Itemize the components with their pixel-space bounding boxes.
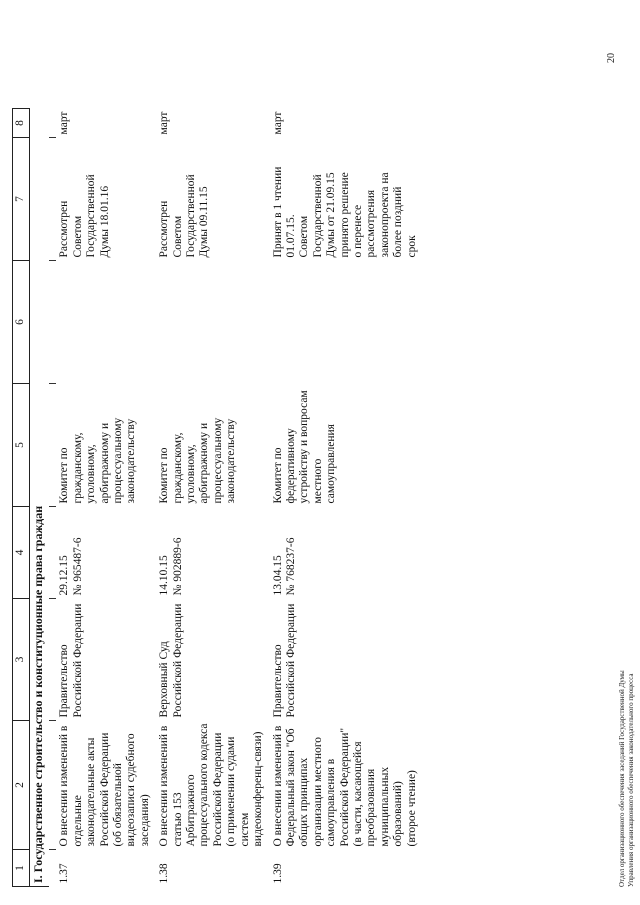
status-line: Рассмотрен	[58, 200, 71, 258]
column-6-cell	[156, 260, 269, 383]
column-number: 2	[13, 720, 30, 849]
footer-line: Управления организационного обеспечения законодательного процесса	[626, 673, 635, 887]
bill-title-line: Федеральный закон "Об	[284, 728, 297, 847]
responsible-committee-line: федеративному	[284, 428, 297, 504]
bill-title-line: Российской Федерации	[211, 732, 224, 847]
bill-title-line: (о применении судами	[225, 736, 238, 847]
status-line: Рассмотрен	[158, 200, 171, 258]
responsible-committee-line: Комитет по	[271, 447, 284, 504]
initiator-line: Правительство	[271, 644, 284, 718]
bill-title-line: О внесении изменений в	[271, 725, 284, 847]
responsible-committee-line: процессуальному	[112, 417, 125, 504]
responsible-committee-line: процессуальному	[211, 417, 224, 504]
status-line: законопроекта на	[378, 172, 391, 258]
submission-info	[156, 506, 269, 598]
column-6-cell	[56, 260, 156, 383]
planned-month: март	[58, 111, 71, 135]
column-number: 4	[13, 506, 30, 598]
submission-info	[56, 506, 156, 598]
tick	[49, 506, 56, 598]
plan-table	[12, 108, 423, 887]
status-line: Думы от 21.09.15	[325, 172, 338, 258]
item-number: 1.37	[58, 863, 71, 884]
section-header-row	[30, 109, 50, 887]
bill-title-line: образований)	[392, 781, 405, 847]
status-line: рассмотрения	[365, 189, 378, 258]
status-line: о перенесе	[351, 204, 364, 258]
initiator-line: Российской Федерации	[71, 603, 84, 718]
bill-title-line: видеозаписи судебного	[125, 733, 138, 847]
responsible-committee-line: гражданскому,	[171, 432, 184, 504]
planned-month: март	[271, 111, 284, 135]
status-line: Думы 18.01.16	[98, 185, 111, 258]
status-line: Советом	[298, 215, 311, 258]
column-number-row	[13, 109, 30, 887]
status-line: срок	[405, 235, 418, 258]
footer-line: Отдел организационного обеспечения заседаний Государственной Думы	[618, 670, 626, 887]
bill-title-line: видеоконференц-связи)	[252, 731, 265, 847]
bill-title-line: отдельные	[71, 795, 84, 847]
bill-title-line: общих принципах	[298, 757, 311, 847]
tick	[49, 109, 56, 138]
responsible-committee-line: самоуправления	[325, 424, 338, 504]
status-line: более поздний	[392, 186, 405, 258]
responsible-committee-line: устройству и вопросам	[298, 390, 311, 504]
status-line: Государственной	[185, 174, 198, 258]
bill-title-line: процессуального кодекса	[198, 723, 211, 847]
section-title: I. Государственное строительство и конституционные права граждан	[30, 109, 50, 887]
initiator	[56, 598, 156, 720]
column-number: 6	[13, 260, 30, 383]
bill-title	[156, 720, 269, 849]
status	[56, 137, 156, 260]
table-row	[270, 109, 423, 887]
responsible-committee-line: арбитражному и	[98, 422, 111, 504]
bill-title-line: преобразования	[365, 768, 378, 847]
responsible-committee-line: гражданскому,	[71, 432, 84, 504]
initiator-line: Правительство	[58, 644, 71, 718]
bill-title-line: О внесении изменений в	[158, 725, 171, 847]
responsible-committee-line: местного	[311, 458, 324, 504]
column-number: 8	[13, 109, 30, 138]
bill-title	[56, 720, 156, 849]
responsible-committee-line: арбитражному и	[198, 422, 211, 504]
bill-title-line: самоуправления в	[325, 758, 338, 847]
bill-number: № 768237-6	[284, 537, 297, 596]
bill-number: № 965487-6	[71, 537, 84, 596]
status-line: 01.07.15.	[284, 214, 297, 258]
initiator	[156, 598, 269, 720]
tick	[49, 720, 56, 849]
responsible-committee	[56, 383, 156, 506]
initiator	[270, 598, 423, 720]
planned-month: март	[158, 111, 171, 135]
page-number: 20	[606, 53, 617, 63]
initiator-line: Российской Федерации	[284, 603, 297, 718]
tick	[49, 383, 56, 506]
tick	[49, 850, 56, 887]
table-row	[56, 109, 156, 887]
status-line: Государственной	[85, 174, 98, 258]
tick	[49, 260, 56, 383]
bill-title-line: муниципальных	[378, 766, 391, 847]
submission-date: 14.10.15	[158, 555, 171, 596]
status-line: Советом	[171, 215, 184, 258]
responsible-committee-line: законодательству	[125, 418, 138, 504]
column-number: 7	[13, 137, 30, 260]
bill-title-line: Российской Федерации	[98, 732, 111, 847]
bill-title-line: законодательные акты	[85, 737, 98, 847]
submission-date: 29.12.15	[58, 555, 71, 596]
column-number: 3	[13, 598, 30, 720]
bill-title-line: Арбитражного	[185, 774, 198, 847]
bill-title	[270, 720, 423, 849]
column-number: 1	[13, 850, 30, 887]
submission-info	[270, 506, 423, 598]
bill-title-line: (второе чтение)	[405, 770, 418, 847]
column-6-cell	[270, 260, 423, 383]
footer	[618, 670, 635, 887]
status-line: Советом	[71, 215, 84, 258]
tick	[49, 137, 56, 260]
bill-number: № 902889-6	[171, 537, 184, 596]
status-line: Принят в 1 чтении	[271, 166, 284, 258]
tick-row	[49, 109, 56, 887]
status-line: Думы 09.11.15	[198, 186, 211, 258]
bill-title-line: статью 153	[171, 792, 184, 847]
status-line: принято решение	[338, 172, 351, 258]
bill-title-line: (в части, касающейся	[351, 741, 364, 847]
initiator-line: Российской Федерации	[171, 603, 184, 718]
column-number: 5	[13, 383, 30, 506]
status-line: Государственной	[311, 174, 324, 258]
status	[156, 137, 269, 260]
responsible-committee-line: Комитет по	[158, 447, 171, 504]
item-number: 1.39	[271, 863, 284, 884]
bill-title-line: О внесении изменений в	[58, 725, 71, 847]
responsible-committee-line: уголовному,	[85, 444, 98, 504]
bill-title-line: систем	[238, 812, 251, 847]
submission-date: 13.04.15	[271, 555, 284, 596]
bill-title-line: заседания)	[138, 794, 151, 847]
item-number: 1.38	[158, 863, 171, 884]
bill-title-line: Российской Федерации"	[338, 727, 351, 847]
initiator-line: Верховный Суд	[158, 641, 171, 718]
table-row	[156, 109, 269, 887]
bill-title-line: (об обязательной	[112, 763, 125, 847]
responsible-committee	[270, 383, 423, 506]
status	[270, 137, 423, 260]
responsible-committee	[156, 383, 269, 506]
tick	[49, 598, 56, 720]
bill-title-line: организации местного	[311, 737, 324, 847]
responsible-committee-line: Комитет по	[58, 447, 71, 504]
responsible-committee-line: законодательству	[225, 418, 238, 504]
responsible-committee-line: уголовному,	[185, 444, 198, 504]
